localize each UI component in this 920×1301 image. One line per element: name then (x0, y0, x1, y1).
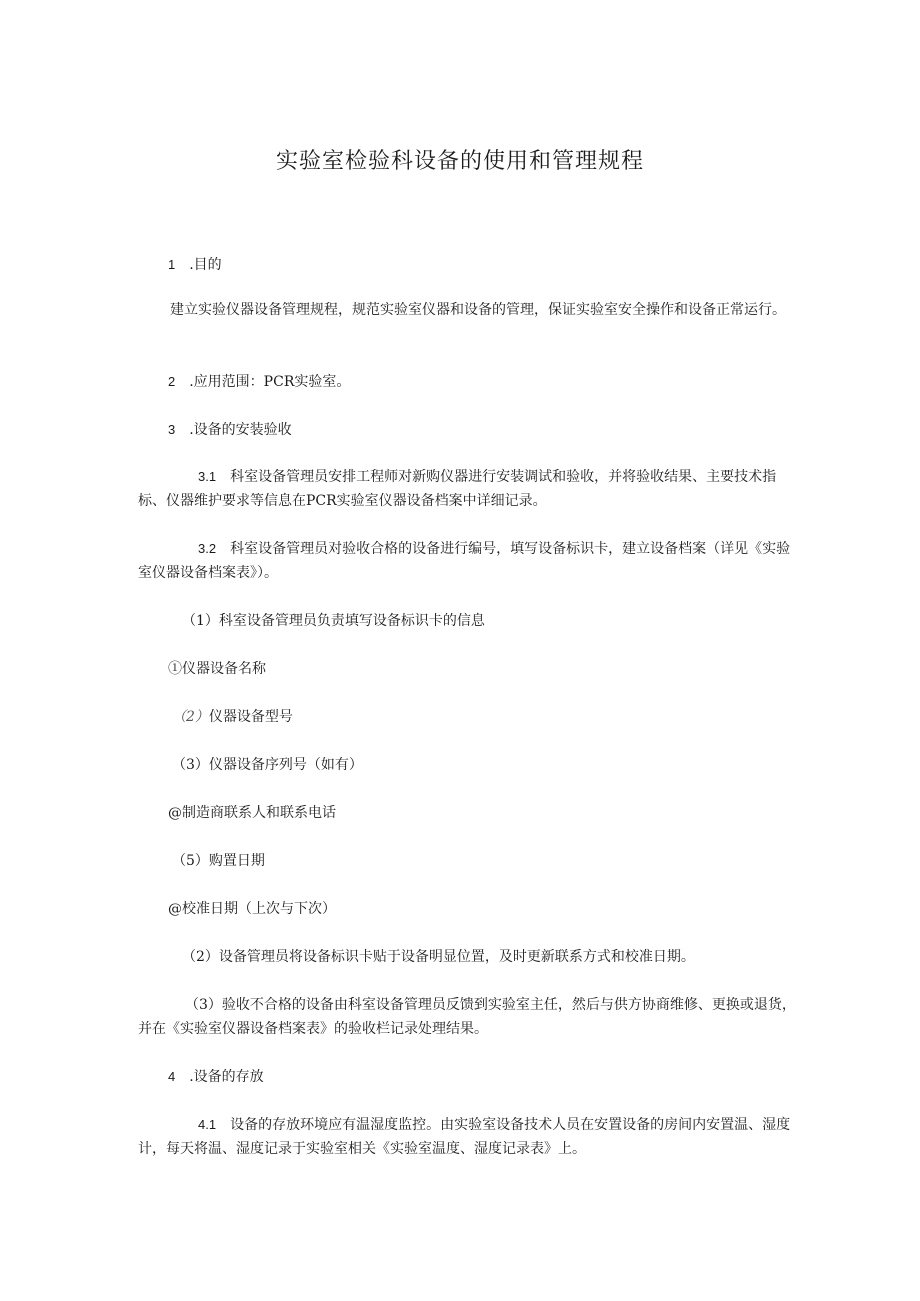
clause-4-1 (138, 1113, 810, 1161)
clause-text: 科室设备管理员安排工程师对新购仪器进行安装调试和验收，并将验收结果、主要技术指标、仪器维护要求等信息在PCR实验室仪器设备档案中详细记录。 (138, 469, 777, 509)
section-number: 4 (168, 1069, 176, 1084)
purpose-paragraph: 建立实验仪器设备管理规程，规范实验室仪器和设备的管理，保证实验室安全操作和设备正常运行。 (170, 302, 786, 318)
document-title: 实验室检验科设备的使用和管理规程 (275, 149, 644, 174)
section-title: .设备的安装验收 (189, 422, 292, 438)
item-2: （2）设备管理员将设备标识卡贴于设备明显位置，及时更新联系方式和校准日期。 (182, 949, 695, 965)
section-3-heading (168, 418, 828, 442)
clause-3-1 (138, 465, 798, 513)
section-4-heading (168, 1065, 828, 1089)
section-title: .目的 (189, 257, 222, 273)
item-3: （3）验收不合格的设备由科室设备管理员反馈到实验室主任，然后与供方协商维修、更换或退货，并在《实验室仪器设备档案表》的验收栏记录处理结果。 (138, 997, 796, 1037)
section-number: 3 (168, 422, 176, 437)
list-item-purchase-date: （5）购置日期 (172, 853, 265, 869)
section-1-heading (168, 253, 828, 277)
clause-number: 3.2 (198, 541, 217, 556)
clause-text: 设备的存放环境应有温湿度监控。由实验室设备技术人员在安置设备的房间内安置温、湿度计，每天将温、湿度记录于实验室相关《实验室温度、湿度记录表》上。 (138, 1117, 791, 1157)
section-number: 1 (168, 257, 176, 272)
item-1: （1）科室设备管理员负责填写设备标识卡的信息 (182, 613, 485, 629)
list-text: 仪器设备型号 (208, 709, 293, 725)
clause-number: 3.1 (198, 469, 217, 484)
section-2-heading (168, 370, 828, 394)
clause-3-2 (138, 537, 798, 585)
list-prefix: （2） (172, 709, 209, 725)
list-item-device-model (172, 705, 832, 729)
section-title: .设备的存放 (189, 1069, 264, 1085)
list-item-calibration-date: @校准日期（上次与下次） (168, 901, 336, 917)
section-number: 2 (168, 374, 176, 389)
list-item-manufacturer-contact: @制造商联系人和联系电话 (168, 805, 336, 821)
list-item-device-name: ①仪器设备名称 (168, 661, 266, 677)
clause-number: 4.1 (198, 1117, 217, 1132)
list-item-serial-number: （3）仪器设备序列号（如有） (172, 757, 363, 773)
section-title: .应用范围：PCR实验室。 (189, 374, 351, 390)
clause-text: 科室设备管理员对验收合格的设备进行编号，填写设备标识卡，建立设备档案（详见《实验室仪器设备档案表》）。 (138, 541, 791, 581)
